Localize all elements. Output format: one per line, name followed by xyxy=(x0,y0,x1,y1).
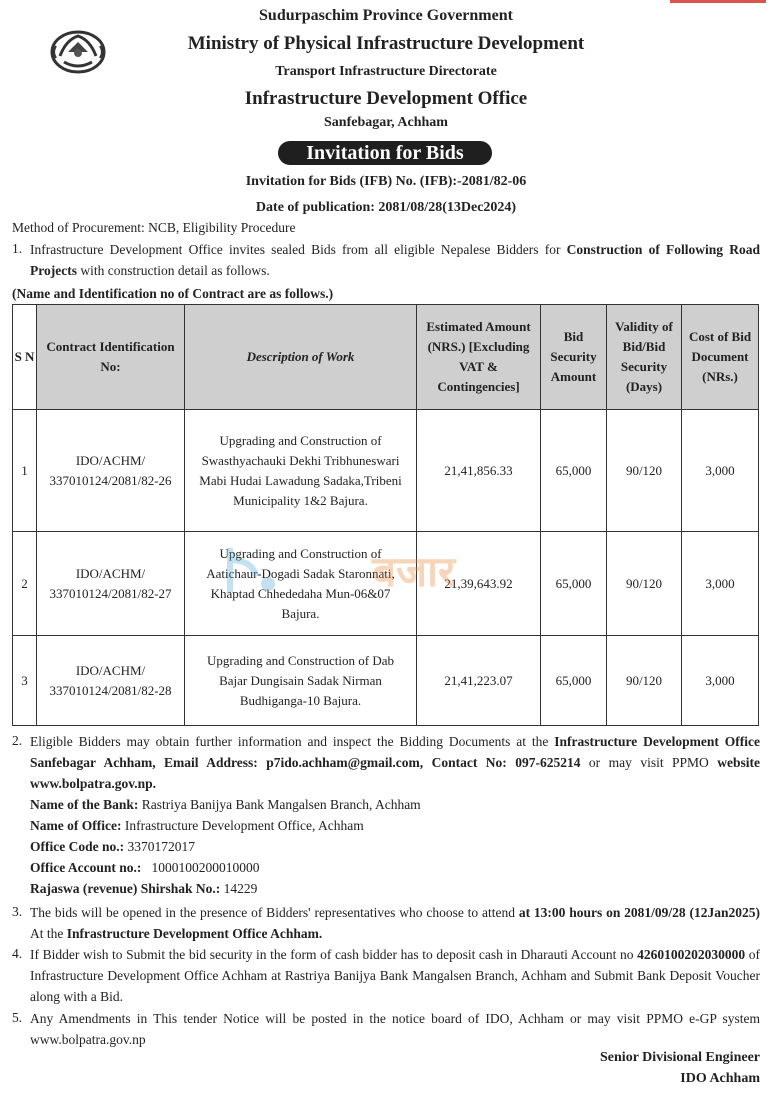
office-location: Sanfebagar, Achham xyxy=(324,115,448,130)
ifb-number: Invitation for Bids (IFB) No. (IFB):-2081/82-06 xyxy=(245,174,527,189)
bank-label: Name of the Bank: xyxy=(30,797,139,812)
revenue-value: 14229 xyxy=(220,881,258,896)
cell-sn: 1 xyxy=(13,410,37,532)
office-name-line xyxy=(30,818,364,834)
header-validity: Validity of Bid/Bid Security (Days) xyxy=(607,305,682,410)
notice-title: Invitation for Bids xyxy=(278,141,492,165)
office-value: Infrastructure Development Office, Achham xyxy=(121,818,364,833)
cell-security: 65,000 xyxy=(541,636,607,726)
signatory-office: IDO Achham xyxy=(680,1071,760,1086)
cell-description: Upgrading and Construction of Swasthyachauki Dekhi Tribhuneswari Mabi Hudai Lawadung Sadaka,Tribeni Municipality 1&2 Bajura. xyxy=(185,410,417,532)
item-1-text-c: with construction detail as follows. xyxy=(76,263,270,278)
item-1-text xyxy=(30,239,760,281)
item-3-text xyxy=(30,902,760,944)
office-account-line xyxy=(30,860,259,876)
table-row xyxy=(13,636,759,726)
item-3-text-a: The bids will be opened in the presence of Bidders' representatives who choose to attend xyxy=(30,905,519,920)
cell-security: 65,000 xyxy=(541,532,607,636)
cell-cost: 3,000 xyxy=(682,532,759,636)
bank-name-line xyxy=(30,797,421,813)
header-estimated-amount: Estimated Amount (NRS.) [Excluding VAT & Contingencies] xyxy=(417,305,541,410)
item-number: 3. xyxy=(12,904,23,919)
cell-cost: 3,000 xyxy=(682,636,759,726)
office-account-value: 1000100200010000 xyxy=(141,860,260,875)
cell-sn: 3 xyxy=(13,636,37,726)
item-1-text-b: Construction of Following Road Projects xyxy=(30,242,760,278)
item-2-text-b: Infrastructure Development Office Sanfebagar Achham, Email Address: p7ido.achham@gmail.com, Contact No: 097-625214 xyxy=(30,734,760,770)
cell-validity: 90/120 xyxy=(607,410,682,532)
item-number: 1. xyxy=(12,241,23,256)
item-number: 2. xyxy=(12,733,23,748)
item-5-text: Any Amendments in This tender Notice will be posted in the notice board of IDO, Achham or may visit PPMO e-GP system www.bolpatra.gov.np xyxy=(30,1011,760,1047)
cell-contract-id: IDO/ACHM/ 337010124/2081/82-27 xyxy=(37,532,185,636)
header-sn: S N xyxy=(13,305,37,410)
cell-contract-id: IDO/ACHM/ 337010124/2081/82-26 xyxy=(37,410,185,532)
cell-validity: 90/120 xyxy=(607,636,682,726)
bank-value: Rastriya Banijya Bank Mangalsen Branch, Achham xyxy=(138,797,421,812)
directorate-name: Transport Infrastructure Directorate xyxy=(275,64,497,79)
contracts-table xyxy=(12,304,759,726)
item-3-text-c: At the xyxy=(30,926,67,941)
cell-description: Upgrading and Construction of Aatichaur-Dogadi Sadak Staronnati, Khaptad Chhededaha Mun-06&07 Bajura. xyxy=(185,532,417,636)
item-2-text-c: or may visit PPMO xyxy=(580,755,718,770)
header-cost: Cost of Bid Document (NRs.) xyxy=(682,305,759,410)
header-contract-id: Contract Identification No: xyxy=(37,305,185,410)
cell-contract-id: IDO/ACHM/ 337010124/2081/82-28 xyxy=(37,636,185,726)
item-number: 4. xyxy=(12,946,23,961)
cell-estimated: 21,41,856.33 xyxy=(417,410,541,532)
procurement-method: Method of Procurement: NCB, Eligibility Procedure xyxy=(12,220,296,235)
watermark-logo xyxy=(222,540,542,600)
item-number: 5. xyxy=(12,1010,23,1025)
header-bid-security: Bid Security Amount xyxy=(541,305,607,410)
signatory-title: Senior Divisional Engineer xyxy=(600,1050,760,1065)
revenue-line xyxy=(30,881,257,897)
office-account-label: Office Account no.: xyxy=(30,860,142,875)
item-2-text xyxy=(30,731,760,794)
office-code-label: Office Code no.: xyxy=(30,839,125,854)
item-1-text-a: Infrastructure Development Office invites sealed Bids from all eligible Nepalese Bidders for xyxy=(30,242,567,257)
cell-sn: 2 xyxy=(13,532,37,636)
item-3-text-d: Infrastructure Development Office Achham. xyxy=(66,926,323,941)
table-header-row xyxy=(13,305,759,410)
header-description: Description of Work xyxy=(185,305,417,410)
item-2-text-a: Eligible Bidders may obtain further information and inspect the Bidding Documents at the xyxy=(30,734,555,749)
cell-validity: 90/120 xyxy=(607,532,682,636)
item-3-text-b: at 13:00 hours on 2081/09/28 (12Jan2025) xyxy=(518,905,760,920)
office-name: Infrastructure Development Office xyxy=(244,88,528,109)
government-name: Sudurpaschim Province Government xyxy=(259,7,513,24)
item-4-text xyxy=(30,944,760,1007)
contract-note: (Name and Identification no of Contract are as follows.) xyxy=(12,286,334,301)
item-4-text-c: of Infrastructure Development Office Achham at Rastriya Banijya Bank Mangalsen Branch, Achham and Submit Bank Deposit Voucher along with a Bid. xyxy=(30,947,761,1004)
item-4-text-b: 4260100202030000 xyxy=(637,947,746,962)
cell-estimated: 21,41,223.07 xyxy=(417,636,541,726)
item-2-text-d: website www.bolpatra.gov.np. xyxy=(30,755,761,791)
cell-estimated: 21,39,643.92 xyxy=(417,532,541,636)
cell-description: Upgrading and Construction of Dab Bajar Dungisain Sadak Nirman Budhiganga-10 Bajura. xyxy=(185,636,417,726)
office-label: Name of Office: xyxy=(30,818,122,833)
office-code-value: 3370172017 xyxy=(124,839,195,854)
cell-cost: 3,000 xyxy=(682,410,759,532)
publication-date: Date of publication: 2081/08/28(13Dec2024) xyxy=(255,200,517,215)
ministry-name: Ministry of Physical Infrastructure Development xyxy=(187,33,585,54)
item-4-text-a: If Bidder wish to Submit the bid security in the form of cash bidder has to deposit cash in Dharauti Account no xyxy=(30,947,638,962)
top-accent-line xyxy=(670,0,766,3)
watermark-text: बजार xyxy=(372,547,456,596)
cell-security: 65,000 xyxy=(541,410,607,532)
revenue-label: Rajaswa (revenue) Shirshak No.: xyxy=(30,881,221,896)
office-code-line xyxy=(30,839,195,855)
table-row xyxy=(13,410,759,532)
